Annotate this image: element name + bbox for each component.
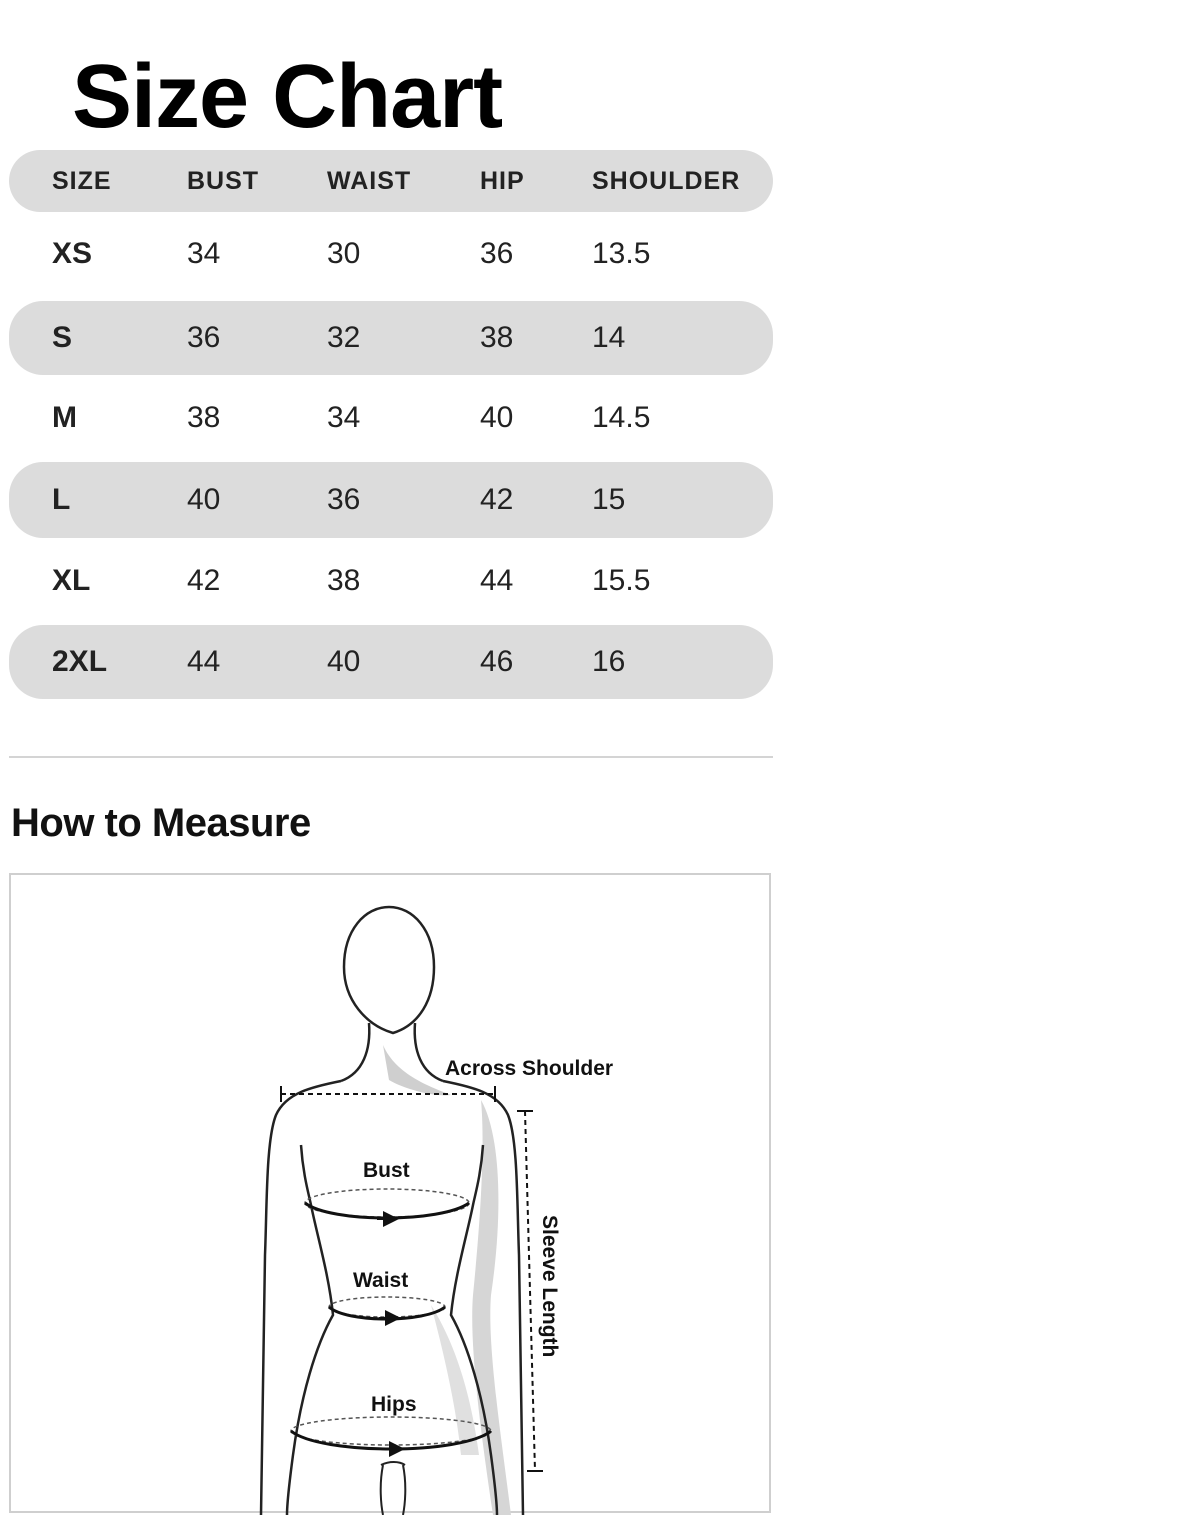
table-row	[9, 545, 773, 617]
cell-bust: 44	[187, 645, 221, 678]
how-to-measure-heading: How to Measure	[11, 801, 311, 845]
cell-shoulder: 16	[592, 645, 626, 678]
crotch-line	[381, 1462, 405, 1465]
cell-waist: 30	[327, 237, 361, 270]
cell-bust: 34	[187, 237, 221, 270]
bust-tape	[305, 1203, 469, 1218]
measurement-diagram	[9, 873, 771, 1513]
head-outline	[344, 907, 434, 1033]
table-row	[9, 462, 773, 538]
cell-hip: 42	[480, 483, 514, 516]
leg-gap-left	[381, 1465, 383, 1515]
neck-right	[415, 1023, 443, 1081]
header-shoulder: SHOULDER	[592, 166, 741, 195]
cell-hip: 38	[480, 321, 514, 354]
cell-size: L	[52, 483, 71, 516]
label-bust: Bust	[363, 1159, 410, 1182]
page-title: Size Chart	[72, 47, 503, 147]
cell-hip: 40	[480, 401, 514, 434]
cell-shoulder: 13.5	[592, 237, 651, 270]
cell-waist: 38	[327, 564, 361, 597]
cell-size: XS	[52, 237, 93, 270]
cell-size: 2XL	[52, 645, 108, 678]
cell-bust: 38	[187, 401, 221, 434]
cell-waist: 32	[327, 321, 361, 354]
cell-hip: 46	[480, 645, 514, 678]
cell-shoulder: 15	[592, 483, 626, 516]
table-row	[9, 625, 773, 699]
torso-left-outline	[287, 1145, 333, 1515]
cell-bust: 40	[187, 483, 221, 516]
body-figure-illustration	[11, 875, 773, 1515]
table-row	[9, 218, 773, 290]
cell-size: M	[52, 401, 77, 434]
label-waist: Waist	[353, 1269, 409, 1292]
cell-size: XL	[52, 564, 91, 597]
section-divider	[9, 756, 773, 758]
cell-size: S	[52, 321, 73, 354]
cell-shoulder: 14.5	[592, 401, 651, 434]
leg-gap-right	[403, 1465, 405, 1515]
cell-waist: 34	[327, 401, 361, 434]
cell-waist: 40	[327, 645, 361, 678]
cell-bust: 42	[187, 564, 221, 597]
label-hips: Hips	[371, 1393, 417, 1416]
header-waist: WAIST	[327, 166, 412, 195]
hip-shadow	[431, 1305, 479, 1455]
sleeve-length-line	[525, 1111, 535, 1471]
cell-shoulder: 14	[592, 321, 626, 354]
cell-waist: 36	[327, 483, 361, 516]
header-size: SIZE	[52, 166, 112, 195]
table-row	[9, 301, 773, 375]
neck-left	[341, 1023, 369, 1081]
table-row	[9, 382, 773, 454]
cell-bust: 36	[187, 321, 221, 354]
label-sleeve-length: Sleeve Length	[538, 1215, 561, 1358]
header-bust: BUST	[187, 166, 260, 195]
table-header-row	[9, 150, 773, 212]
cell-hip: 44	[480, 564, 514, 597]
cell-shoulder: 15.5	[592, 564, 651, 597]
cell-hip: 36	[480, 237, 514, 270]
header-hip: HIP	[480, 166, 525, 195]
label-across-shoulder: Across Shoulder	[445, 1057, 614, 1080]
